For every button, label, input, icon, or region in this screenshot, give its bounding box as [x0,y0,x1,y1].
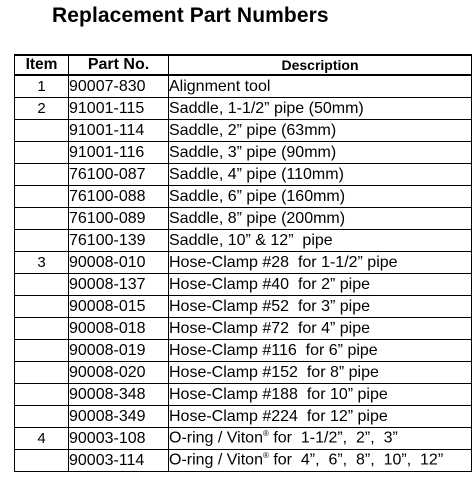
description-cell: Hose-Clamp #28 for 1-1/2” pipe [169,252,472,274]
description-cell [169,428,472,450]
item-cell [15,208,69,230]
description-cell: Saddle, 6” pipe (160mm) [169,186,472,208]
part-number-cell: 90008-019 [69,340,169,362]
description-cell: Hose-Clamp #40 for 2” pipe [169,274,472,296]
description-cell: Saddle, 8” pipe (200mm) [169,208,472,230]
registered-mark: ® [262,429,269,439]
table-row [15,318,472,340]
description-cell: Saddle, 1-1/2” pipe (50mm) [169,98,472,120]
table-row [15,340,472,362]
item-cell [15,230,69,252]
item-cell [15,384,69,406]
table-row [15,75,472,98]
description-cell: Saddle, 4” pipe (110mm) [169,164,472,186]
part-number-cell: 90008-020 [69,362,169,384]
table-row [15,120,472,142]
column-header-description: Description [169,55,472,75]
part-number-cell: 90003-108 [69,428,169,450]
part-number-cell: 76100-088 [69,186,169,208]
parts-table [14,54,472,472]
part-number-cell: 90008-349 [69,406,169,428]
part-number-cell: 90003-114 [69,450,169,472]
table-body [15,75,472,472]
column-header-part-no: Part No. [69,55,169,75]
description-cell: Saddle, 2” pipe (63mm) [169,120,472,142]
part-number-cell: 91001-115 [69,98,169,120]
part-number-cell: 91001-114 [69,120,169,142]
table-row [15,428,472,450]
table-row [15,362,472,384]
table-row [15,164,472,186]
part-number-cell: 90008-018 [69,318,169,340]
item-cell: 1 [15,75,69,98]
description-cell: Hose-Clamp #224 for 12” pipe [169,406,472,428]
item-cell [15,318,69,340]
item-cell [15,120,69,142]
description-cell: Hose-Clamp #72 for 4” pipe [169,318,472,340]
description-text: O-ring / Viton [169,451,263,469]
item-cell [15,406,69,428]
description-cell: Hose-Clamp #52 for 3” pipe [169,296,472,318]
description-tail: for 1-1/2”, 2”, 3” [268,429,398,447]
item-cell: 3 [15,252,69,274]
part-number-cell: 90008-010 [69,252,169,274]
item-cell [15,186,69,208]
header-row [15,55,472,75]
item-cell: 2 [15,98,69,120]
part-number-cell: 90008-137 [69,274,169,296]
description-cell: Saddle, 3” pipe (90mm) [169,142,472,164]
part-number-cell: 90008-348 [69,384,169,406]
part-number-cell: 90007-830 [69,75,169,98]
part-number-cell: 76100-139 [69,230,169,252]
item-cell [15,296,69,318]
table-row [15,208,472,230]
table-row [15,142,472,164]
description-cell: Hose-Clamp #152 for 8” pipe [169,362,472,384]
table-row [15,230,472,252]
description-cell: Hose-Clamp #188 for 10” pipe [169,384,472,406]
item-cell [15,340,69,362]
table-row [15,384,472,406]
item-cell [15,274,69,296]
part-number-cell: 76100-087 [69,164,169,186]
item-cell [15,362,69,384]
part-number-cell: 90008-015 [69,296,169,318]
description-cell: Alignment tool [169,75,472,98]
description-cell: Saddle, 10” & 12” pipe [169,230,472,252]
column-header-item: Item [15,55,69,75]
table-row [15,406,472,428]
description-cell [169,450,472,472]
table-row [15,98,472,120]
item-cell [15,450,69,472]
part-number-cell: 91001-116 [69,142,169,164]
description-tail: for 4”, 6”, 8”, 10”, 12” [268,451,444,469]
table-row [15,252,472,274]
item-cell: 4 [15,428,69,450]
description-cell: Hose-Clamp #116 for 6” pipe [169,340,472,362]
item-cell [15,164,69,186]
table-header [15,55,472,75]
item-cell [15,142,69,164]
part-number-cell: 76100-089 [69,208,169,230]
table-row [15,296,472,318]
registered-mark: ® [262,451,269,461]
table-row [15,186,472,208]
table-row [15,274,472,296]
description-text: O-ring / Viton [169,429,263,447]
page-title: Replacement Part Numbers [52,4,329,27]
table-row [15,450,472,472]
